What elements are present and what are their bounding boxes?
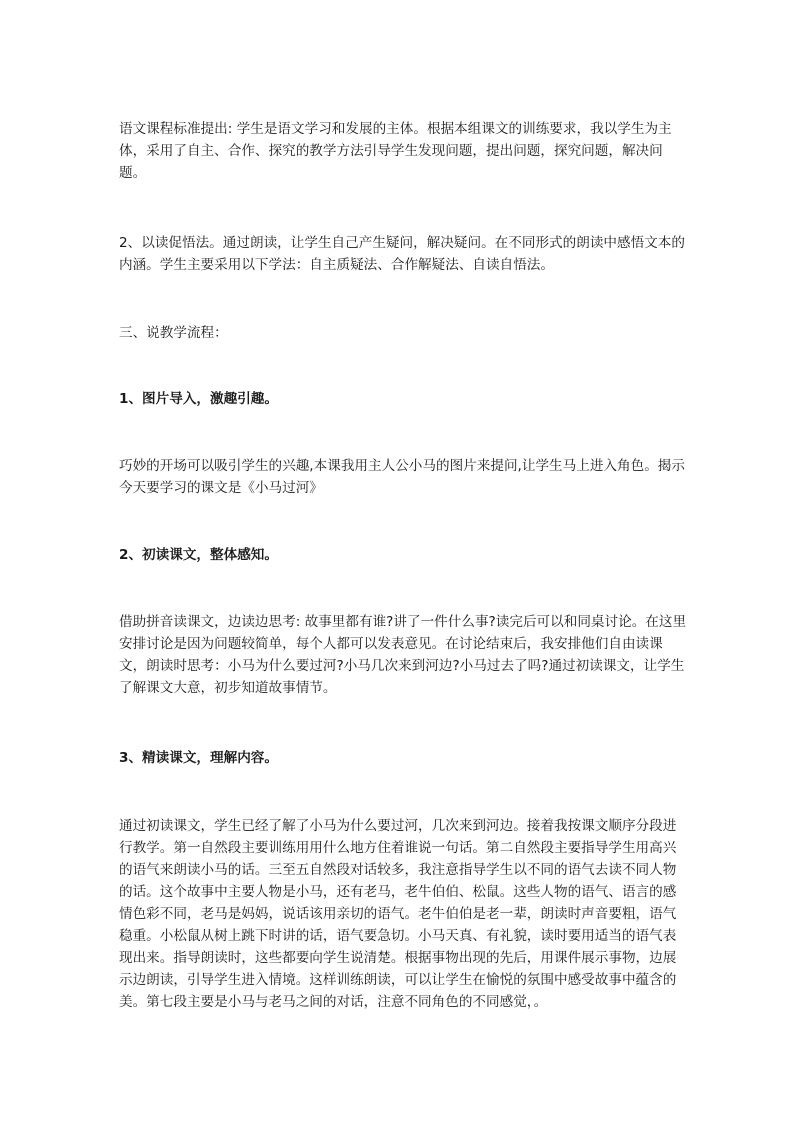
step-heading-close-reading: 3、精读课文，理解内容。 [119,750,278,766]
paragraph-reading-method: 2、以读促悟法。通过朗读，让学生自己产生疑问，解决疑问。在不同形式的朗读中感悟文本的内涵。学生主要采用以下学法：自主质疑法、合作解疑法、自读自悟法。 [119,235,685,273]
paragraph-picture-intro: 巧妙的开场可以吸引学生的兴趣,本课我用主人公小马的图片来提问,让学生马上进入角色。揭示今天要学习的课文是《小马过河》 [119,458,685,496]
section-heading-teaching-process: 三、说教学流程： [119,325,228,341]
step-heading-first-reading: 2、初读课文，整体感知。 [119,547,278,563]
paragraph-curriculum-standard: 语文课程标准提出: 学生是语文学习和发展的主体。根据本组课文的训练要求，我以学生为主体，采用了自主、合作、探究的教学方法引导学生发现问题，提出问题，探究问题，解决问题。 [119,121,672,181]
step-heading-picture-intro: 1、图片导入，激趣引趣。 [119,391,278,407]
paragraph-first-reading: 借助拼音读课文，边读边思考: 故事里都有谁?讲了一件什么事?读完后可以和同桌讨论。在这里安排讨论是因为问题较简单，每个人都可以发表意见。在讨论结束后，我安排他们自由读课文，朗读时思考：小马为什么要过河?小马几次来到河边?小马过去了吗?通过初读课文，让学生了解课文大意，初步知道故事情节。 [119,614,687,696]
paragraph-close-reading: 通过初读课文，学生已经了解了小马为什么要过河，几次来到河边。接着我按课文顺序分段进行教学。第一自然段主要训练用用什么地方住着谁说一句话。第二自然段主要指导学生用高兴的语气来朗读小马的话。三至五自然段对话较多，我注意指导学生以不同的语气去读不同人物的话。这个故事中主要人物是小马，还有老马，老牛伯伯、松鼠。这些人物的语气、语言的感情色彩不同，老马是妈妈，说话该用亲切的语气。老牛伯伯是老一辈，朗读时声音要粗，语气稳重。小松鼠从树上跳下时讲的话，语气要急切。小马天真、有礼貌，读时要用适当的语气表现出来。指导朗读时，这些都要向学生说清楚。根据事物出现的先后，用课件展示事物，边展示边朗读，引导学生进入情境。这样训练朗读，可以让学生在愉悦的氛围中感受故事中蕴含的美。第七段主要是小马与老马之间的对话，注意不同角色的不同感觉，。 [119,818,677,1010]
